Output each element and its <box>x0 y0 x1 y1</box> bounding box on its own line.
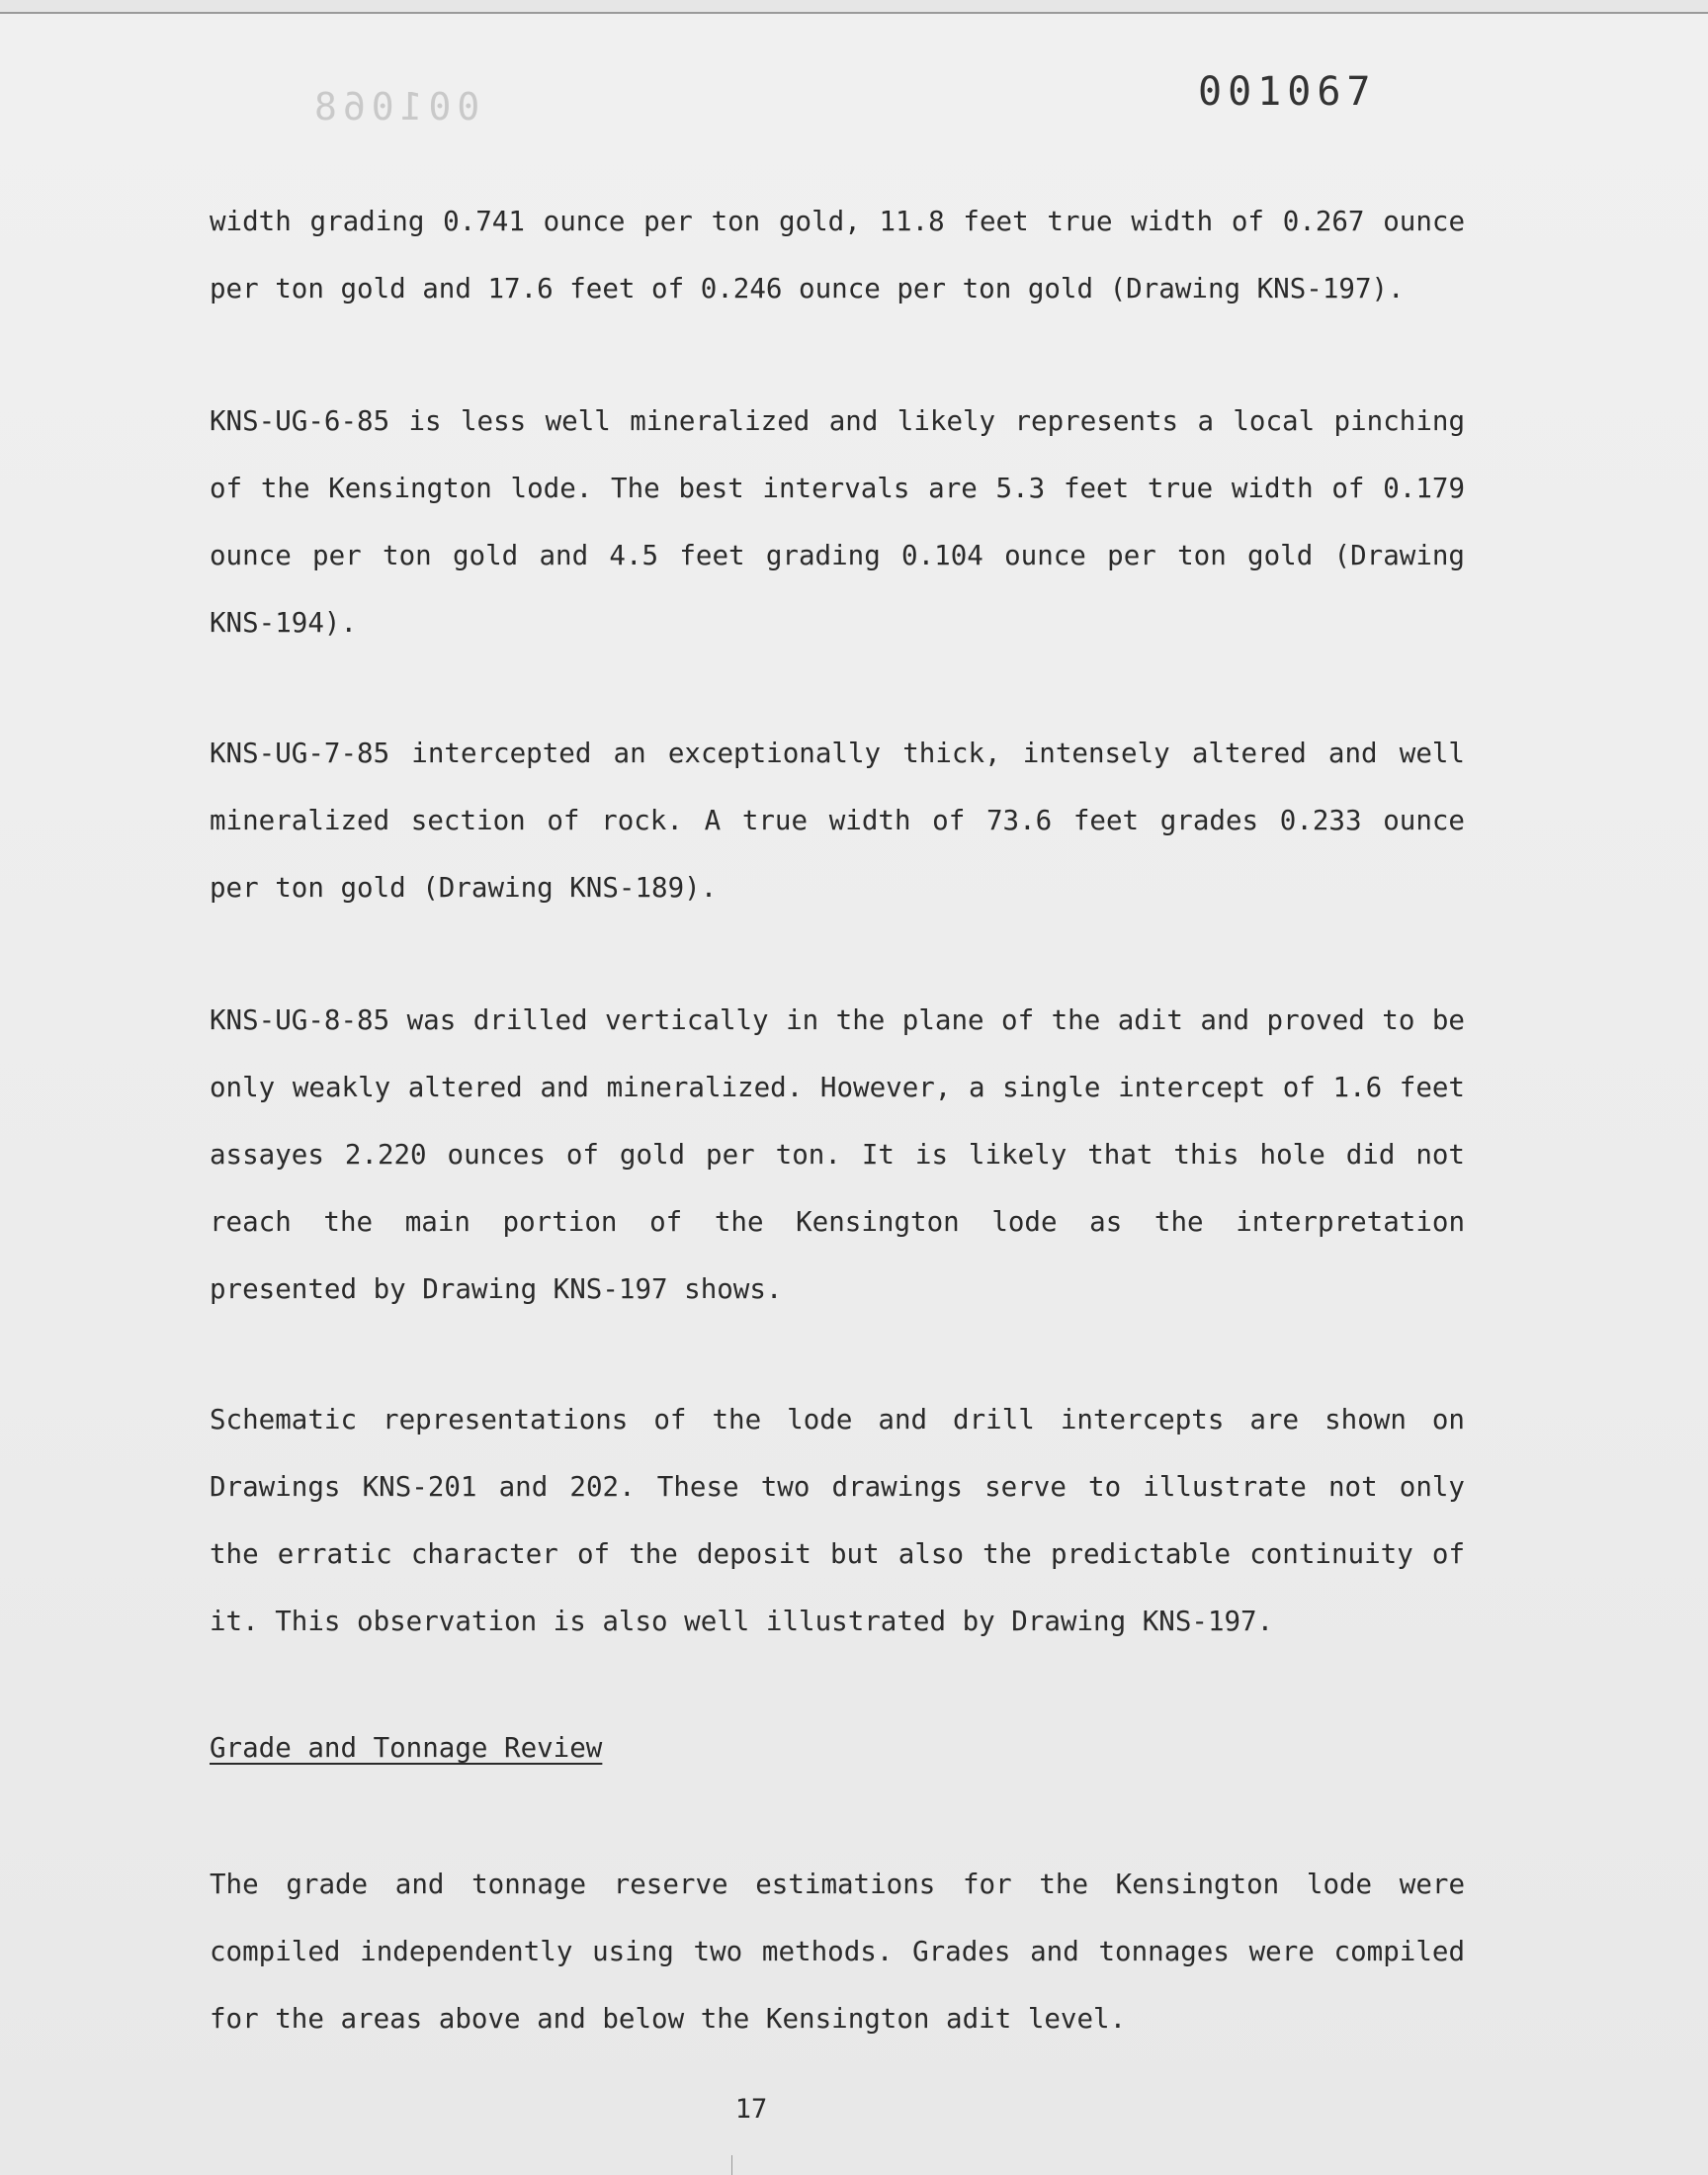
paragraph-kns-ug-8-85: KNS-UG-8-85 was drilled vertically in the plane of the adit and proved to be only weakly altered and mineralized. However, a single intercept of 1.6 feet assayes 2.220 ounces of gold per ton. It is likely that this hole did not reach the main portion of the Kensington lode as the interpretation presented by Drawing KNS-197 shows. <box>210 1004 1465 1305</box>
paragraph-kns-ug-7-85: KNS-UG-7-85 intercepted an exceptionally thick, intensely altered and well mineralized section of rock. A true width of 73.6 feet grades 0.233 ounce per ton gold (Drawing KNS-189). <box>210 738 1465 904</box>
bleed-through-number: 001068 <box>308 85 480 129</box>
document-number: 001067 <box>1198 69 1377 115</box>
paragraph-schematic: Schematic representations of the lode and drill intercepts are shown on Drawings KNS-201 and 202. These two drawings serve to illustrate not only the erratic character of the deposit but also the predictable continuity of it. This observation is also well illustrated by Drawing KNS-197. <box>210 1404 1465 1637</box>
page-bottom-mark <box>731 2155 732 2175</box>
page-number: 17 <box>734 2094 768 2125</box>
paragraph-grade-tonnage: The grade and tonnage reserve estimations for the Kensington lode were compiled independently using two methods. Grades and tonnages were compiled for the areas above and below the Kensington adit level. <box>210 1869 1465 2035</box>
paragraph-continuation: width grading 0.741 ounce per ton gold, 11.8 feet true width of 0.267 ounce per ton gold and 17.6 feet of 0.246 ounce per ton gold (Drawing KNS-197). <box>210 206 1465 304</box>
page-top-edge <box>0 0 1708 14</box>
paragraph-kns-ug-6-85: KNS-UG-6-85 is less well mineralized and likely represents a local pinching of the Kensington lode. The best intervals are 5.3 feet true width of 0.179 ounce per ton gold and 4.5 feet grading 0.104 ounce per ton gold (Drawing KNS-194). <box>210 405 1465 639</box>
section-heading: Grade and Tonnage Review <box>210 1732 603 1764</box>
